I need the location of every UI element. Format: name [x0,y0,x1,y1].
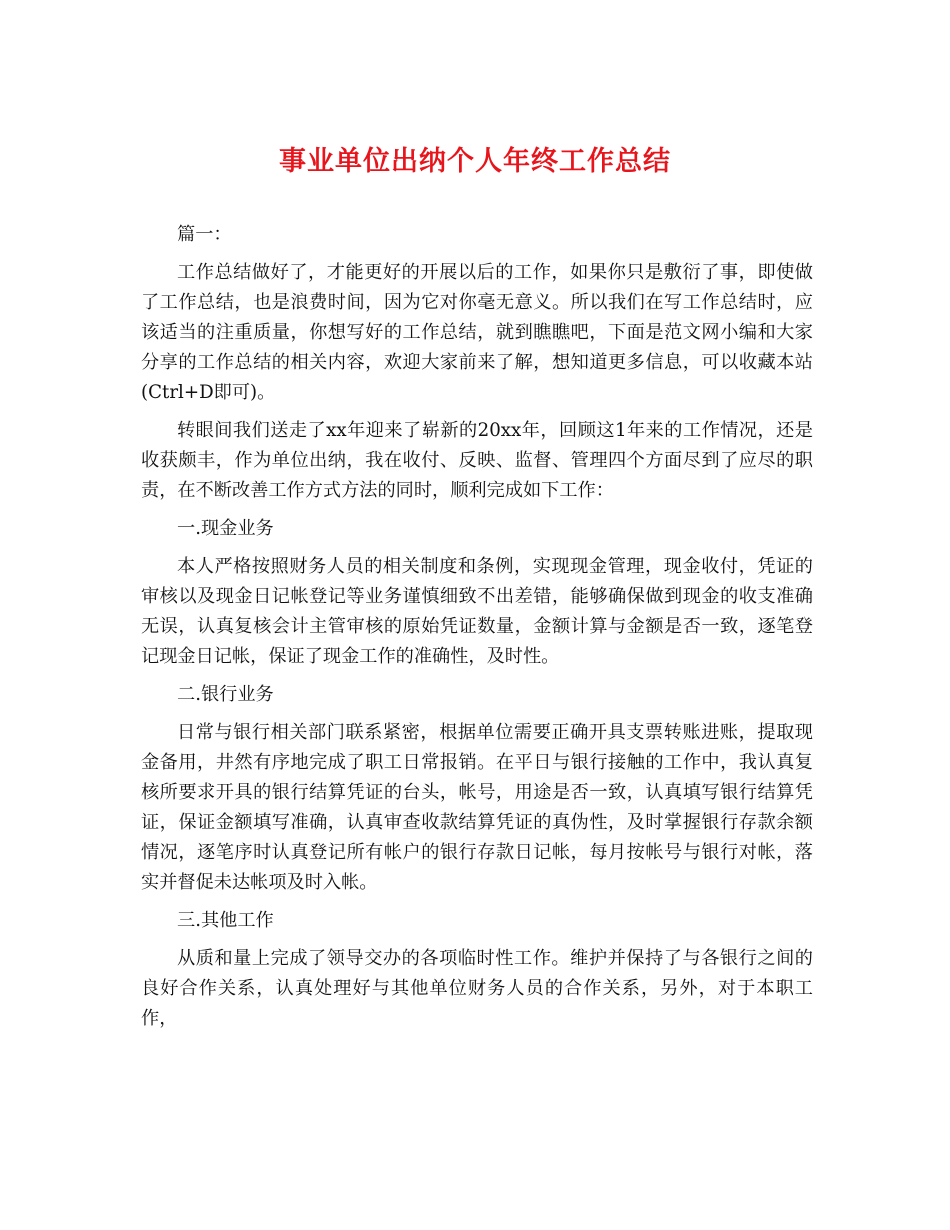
body-paragraph: 从质和量上完成了领导交办的各项临时性工作。维护并保持了与各银行之间的良好合作关系，认真处理好与其他单位财务人员的合作关系，另外，对于本职工作， [141,948,813,1029]
body-paragraph: 转眼间我们送走了xx年迎来了崭新的20xx年，回顾这1年来的工作情况，还是收获颇丰，作为单位出纳，我在收付、反映、监督、管理四个方面尽到了应尽的职责，在不断改善工作方式方法的同时，顺利完成如下工作： [141,420,813,501]
document-body [141,220,813,1042]
body-paragraph: 本人严格按照财务人员的相关制度和条例，实现现金管理，现金收付，凭证的审核以及现金日记帐登记等业务谨慎细致不出差错，能够确保做到现金的收支准确无误，认真复核会计主管审核的原始凭证数量，金额计算与金额是否一致，逐笔登记现金日记帐，保证了现金工作的准确性，及时性。 [141,556,813,667]
section-label: 篇一： [177,224,232,245]
body-paragraph: 日常与银行相关部门联系紧密，根据单位需要正确开具支票转账进账，提取现金备用，井然有序地完成了职工日常报销。在平日与银行接触的工作中，我认真复核所要求开具的银行结算凭证的台头，帐号，用途是否一致，认真填写银行结算凭证，保证金额填写准确，认真审查收款结算凭证的真伪性，及时掌握银行存款余额情况，逐笔序时认真登记所有帐户的银行存款日记帐，每月按帐号与银行对帐，落实并督促未达帐项及时入帐。 [141,722,813,893]
body-paragraph: 工作总结做好了，才能更好的开展以后的工作，如果你只是敷衍了事，即使做了工作总结，也是浪费时间，因为它对你毫无意义。所以我们在写工作总结时，应该适当的注重质量，你想写好的工作总结，就到瞧瞧吧，下面是范文网小编和大家分享的工作总结的相关内容，欢迎大家前来了解，想知道更多信息，可以收藏本站(Ctrl+D即可)。 [141,262,813,403]
section-heading: 三.其他工作 [177,910,274,931]
document-title: 事业单位出纳个人年终工作总结 [279,146,671,177]
section-heading: 一.现金业务 [177,518,274,539]
section-heading: 二.银行业务 [177,684,274,705]
